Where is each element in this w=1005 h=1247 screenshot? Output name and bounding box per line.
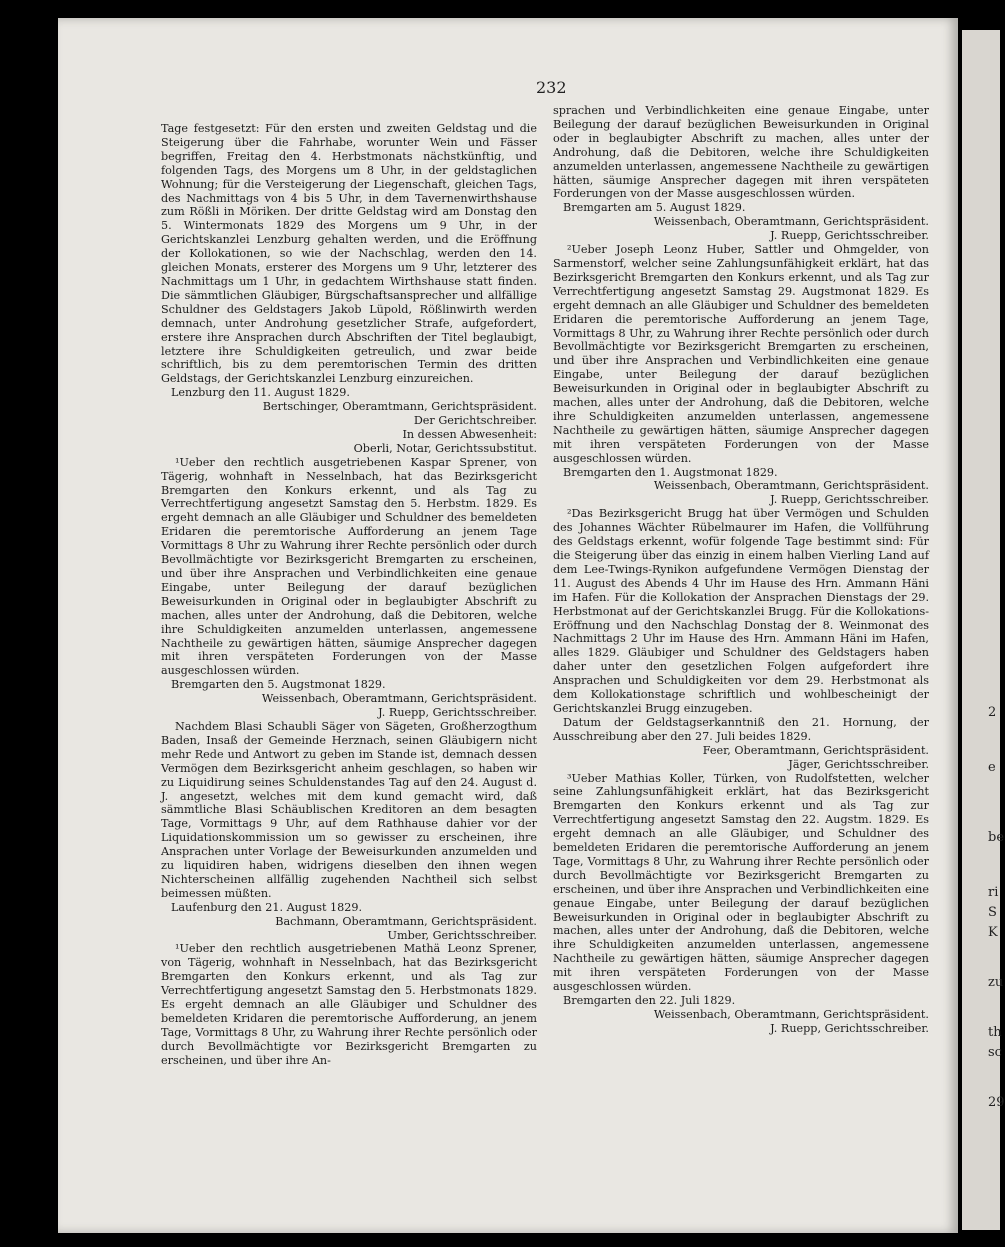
adjacent-page-fragment: sc: [988, 1045, 1002, 1060]
notice-paragraph: ¹Ueber den rechtlich ausgetriebenen Mathä Leonz Sprener, von Tägerig, wohnhaft in Nesselnbach, hat das Bezirksgericht Bremgarten den Konkurs erkennt, und als Tag zur Verrechtfertigung angesetzt Samstag den 5. Herbstmonats 1829. Es ergeht demnach an alle Gläubiger und Schuldner des bemeldeten Kridaren die peremtorische Aufforderung, an jenem Tage, Vormittags 8 Uhr, zu Wahrung ihrer Rechte persönlich oder durch Bevollmächtigte vor Bezirksgericht Bremgarten zu erscheinen, und über ihre An-: [161, 942, 537, 1067]
signature-line: Der Gerichtschreiber.: [413, 414, 537, 428]
notice-paragraph: ²Das Bezirksgericht Brugg hat über Vermögen und Schulden des Johannes Wächter Rübelmaurer im Hafen, die Vollführung des Geldstags erkennt, wofür folgende Tage bestimmt sind: Für die Steigerung über das einzig in einem halben Vierling Land auf dem Lee-Twings-Rynikon aufgefundene Vermögen Dienstag der 11. August des Abends 4 Uhr im Hause des Hrn. Ammann Häni im Hafen. Für die Kollokation der Ansprachen Dienstags der 29. Herbstmonat auf der Gerichtskanzlei Brugg. Für die Kollokations-Eröffnung und den Nachschlag Donstag der 8. Weinmonat des Nachmittags 2 Uhr im Hause des Hrn. Ammann Häni im Hafen, alles 1829. Gläubiger und Schuldner des Geldstagers haben daher unter den gesetzlichen Folgen aufgefordert ihre Ansprachen und Schuldigkeiten vor dem 29. Herbstmonat als dem Kollokationstage schriftlich und wohlbescheinigt der Gerichtskanzlei Brugg einzugeben.: [553, 507, 929, 715]
notice-paragraph: ³Ueber Mathias Koller, Türken, von Rudolfstetten, welcher seine Zahlungsunfähigkeit erklärt, hat das Bezirksgericht Bremgarten den Konkurs erkennt und als Tag zur Verrechtfertigung angesetzt Samstag den 22. Augstm. 1829. Es ergeht demnach an alle Gläubiger, und Schuldner des bemeldeten Eridaren die peremtorische Aufforderung an jenem Tage, Vormittags 8 Uhr, zu Wahrung ihrer Rechte persönlich oder durch Bevollmächtigte vor Bezirksgericht Bremgarten zu erscheinen, und über ihre Ansprachen und Verbindlichkeiten eine genaue Eingabe, unter Beilegung der darauf bezüglichen Beweisurkunden in Original oder in beglaubigter Abschrift zu machen, alles unter der Androhung, daß die Debitoren, welche ihre Schuldigkeiten anzumelden unterlassen, angemessene Nachtheile zu gewärtigen hätten, säumige Ansprecher dagegen mit ihren verspäteten Forderungen von der Masse ausgeschlossen würden.: [553, 771, 929, 994]
dateline: Bremgarten den 22. Juli 1829.: [563, 994, 736, 1007]
adjacent-page-fragment: e: [988, 760, 996, 775]
signature-line: Weissenbach, Oberamtmann, Gerichtspräsident.: [653, 215, 929, 229]
left-column: [161, 122, 537, 1068]
signature-line: Weissenbach, Oberamtmann, Gerichtspräsident.: [653, 1007, 929, 1021]
signature-line: J. Ruepp, Gerichtsschreiber.: [770, 229, 929, 243]
adjacent-page-fragment: ri: [988, 885, 999, 900]
dateline: Lenzburg den 11. August 1829.: [171, 386, 350, 400]
continued-text: Tage festgesetzt: Für den ersten und zweiten Geldstag und die Steigerung über die Fahrhabe, worunter Wein und Fässer begriffen, Freitag den 4. Herbstmonats nächstkünftig, und folgenden Tags, des Morgens um 8 Uhr, in der geldstaglichen Wohnung; für die Versteigerung der Liegenschaft, gleichen Tags, des Nachmittags von 4 bis 5 Uhr, in dem Tavernenwirthshause zum Rößli in Möriken. Der dritte Geldstag wird am Donstag den 5. Wintermonats 1829 des Morgens um 9 Uhr, in der Gerichtskanzlei Lenzburg gehalten werden, und die Eröffnung der Kollokationen, so wie der Nachschlag, werden den 14. gleichen Monats, ersterer des Morgens um 9 Uhr, letzterer des Nachmittags um 1 Uhr, in gedachtem Wirthshause statt finden. Die sämmtlichen Gläubiger, Bürgschaftsansprecher und allfällige Schuldner des Geldstagers Jakob Lüpold, Rößlinwirth werden demnach, unter Androhung gesetzlicher Strafe, aufgefordert, erstere ihre Ansprachen durch Abschriften der Titel beglaubigt, letztere ihre Schuldigkeiten getreulich, und zwar beide schriftlich, bis zu dem peremtorischen Termin des dritten Geldstags, der Gerichtskanzlei Lenzburg einzureichen.: [161, 122, 537, 386]
adjacent-page-edge: [962, 30, 1005, 1230]
signature-line: J. Ruepp, Gerichtsschreiber.: [770, 1021, 929, 1035]
dateline: Bremgarten den 5. Augstmonat 1829.: [171, 678, 386, 692]
signature-line: Bertschinger, Oberamtmann, Gerichtspräsident.: [262, 400, 537, 414]
adjacent-page-fragment: 29: [988, 1095, 1005, 1110]
signature-line: Jäger, Gerichtsschreiber.: [788, 757, 929, 771]
newspaper-page: [58, 18, 958, 1233]
notice-paragraph: ¹Ueber den rechtlich ausgetriebenen Kaspar Sprener, von Tägerig, wohnhaft in Nesselnbach, hat das Bezirksgericht Bremgarten den Konkurs erkennt, und als Tag zu Verrechtfertigung angesetzt Samstag den 5. Herbstm. 1829. Es ergeht demnach an alle Gläubiger und Schuldner des bemeldeten Eridaren die peremtorische Aufforderung an jenem Tage Vormittags 8 Uhr zu Wahrung ihrer Rechte persönlich oder durch Bevollmächtigte vor Bezirksgericht Bremgarten zu erscheinen, und über ihre Ansprachen und Verbindlichkeiten eine genaue Eingabe, unter Beilegung der darauf bezüglichen Beweisurkunden in Original oder in beglaubigter Abschrift zu machen, alles unter der Androhung, daß die Debitoren, welche ihre Schuldigkeiten anzumelden unterlassen, angemessene Nachtheile zu gewärtigen hätten, säumige Ansprecher dagegen mit ihren verspäteten Forderungen von der Masse ausgeschlossen würden.: [161, 455, 537, 678]
right-column: [553, 104, 929, 1036]
adjacent-page-fragment: 2: [988, 705, 997, 720]
adjacent-page-fragment: K: [988, 925, 998, 940]
signature-line: Umber, Gerichtsschreiber.: [387, 928, 537, 942]
signature-line: Bachmann, Oberamtmann, Gerichtspräsident.: [275, 914, 537, 928]
dateline: Laufenburg den 21. August 1829.: [171, 900, 363, 914]
signature-line: J. Ruepp, Gerichtsschreiber.: [378, 706, 537, 720]
adjacent-page-fragment: be: [988, 830, 1005, 845]
adjacent-page-fragment: zu: [988, 975, 1004, 990]
dateline: Bremgarten den 1. Augstmonat 1829.: [563, 465, 778, 479]
signature-line: Weissenbach, Oberamtmann, Gerichtspräsident.: [653, 479, 929, 493]
page-number: 232: [536, 78, 567, 97]
signature-line: J. Ruepp, Gerichtsschreiber.: [770, 493, 929, 507]
dateline: Datum der Geldstagserkanntniß den 21. Hornung, der Ausschreibung aber den 27. Juli beides 1829.: [553, 715, 929, 743]
notice-paragraph: Nachdem Blasi Schaubli Säger von Sägeten, Großherzogthum Baden, Insaß der Gemeinde Herznach, seinen Gläubigern nicht mehr Rede und Antwort zu geben im Stande ist, demnach dessen Vermögen dem Bezirksgericht anheim geschlagen, so haben wir zu Liquidirung seines Schuldenstandes Tag auf den 24. August d. J. angesetzt, welches mit dem kund gemacht wird, daß sämmtliche Blasi Schäublischen Kreditoren an dem besagten Tage, Vormittags 9 Uhr, auf dem Rathhause dahier vor der Liquidationskommission um so gewisser zu erscheinen, ihre Ansprachen unter Vorlage der Beweisurkunden anzumelden und zu liquidiren haben, widrigens dieselben den ihnen wegen Nichterscheinen allfällig zugehenden Nachtheil sich selbst beimessen müßten.: [161, 719, 537, 900]
signature-line: Feer, Oberamtmann, Gerichtspräsident.: [702, 743, 929, 757]
signature-line: Weissenbach, Oberamtmann, Gerichtspräsident.: [261, 692, 537, 706]
continued-text: sprachen und Verbindlichkeiten eine genaue Eingabe, unter Beilegung der darauf bezüglichen Beweisurkunden in Original oder in beglaubigter Abschrift zu machen, alles unter der Androhung, daß die Debitoren, welche ihre Schuldigkeiten anzumelden unterlassen, angemessene Nachtheile zu gewärtigen hätten, säumige Ansprecher dagegen mit ihren verspäteten Forderungen von der Masse ausgeschlossen würden.: [553, 104, 929, 201]
adjacent-page-fragment: S: [988, 905, 997, 920]
dateline: Bremgarten am 5. August 1829.: [563, 201, 746, 215]
adjacent-page-fragment: th: [988, 1025, 1002, 1040]
signature-line: In dessen Abwesenheit:: [402, 427, 537, 441]
notice-paragraph: ²Ueber Joseph Leonz Huber, Sattler und Ohmgelder, von Sarmenstorf, welcher seine Zahlungsunfähigkeit erklärt, hat das Bezirksgericht Bremgarten den Konkurs erkennt, und als Tag zur Verrechtfertigung angesetzt Samstag 29. Augstmonat 1829. Es ergeht demnach an alle Gläubiger und Schuldner des bemeldeten Eridaren die peremtorische Aufforderung an jenem Tage, Vormittags 8 Uhr, zu Wahrung ihrer Rechte persönlich oder durch Bevollmächtigte vor Bezirksgericht Bremgarten zu erscheinen, und über ihre Ansprachen und Verbindlichkeiten eine genaue Eingabe, unter Beilegung der darauf bezüglichen Beweisurkunden in Original oder in beglaubigter Abschrift zu machen, alles unter der Androhung, daß die Debitoren, welche ihre Schuldigkeiten anzumelden unterlassen, angemessene Nachtheile zu gewärtigen hätten, säumige Ansprecher dagegen mit ihren verspäteten Forderungen von der Masse ausgeschlossen würden.: [553, 243, 929, 465]
signature-line: Oberli, Notar, Gerichtssubstitut.: [353, 441, 537, 455]
